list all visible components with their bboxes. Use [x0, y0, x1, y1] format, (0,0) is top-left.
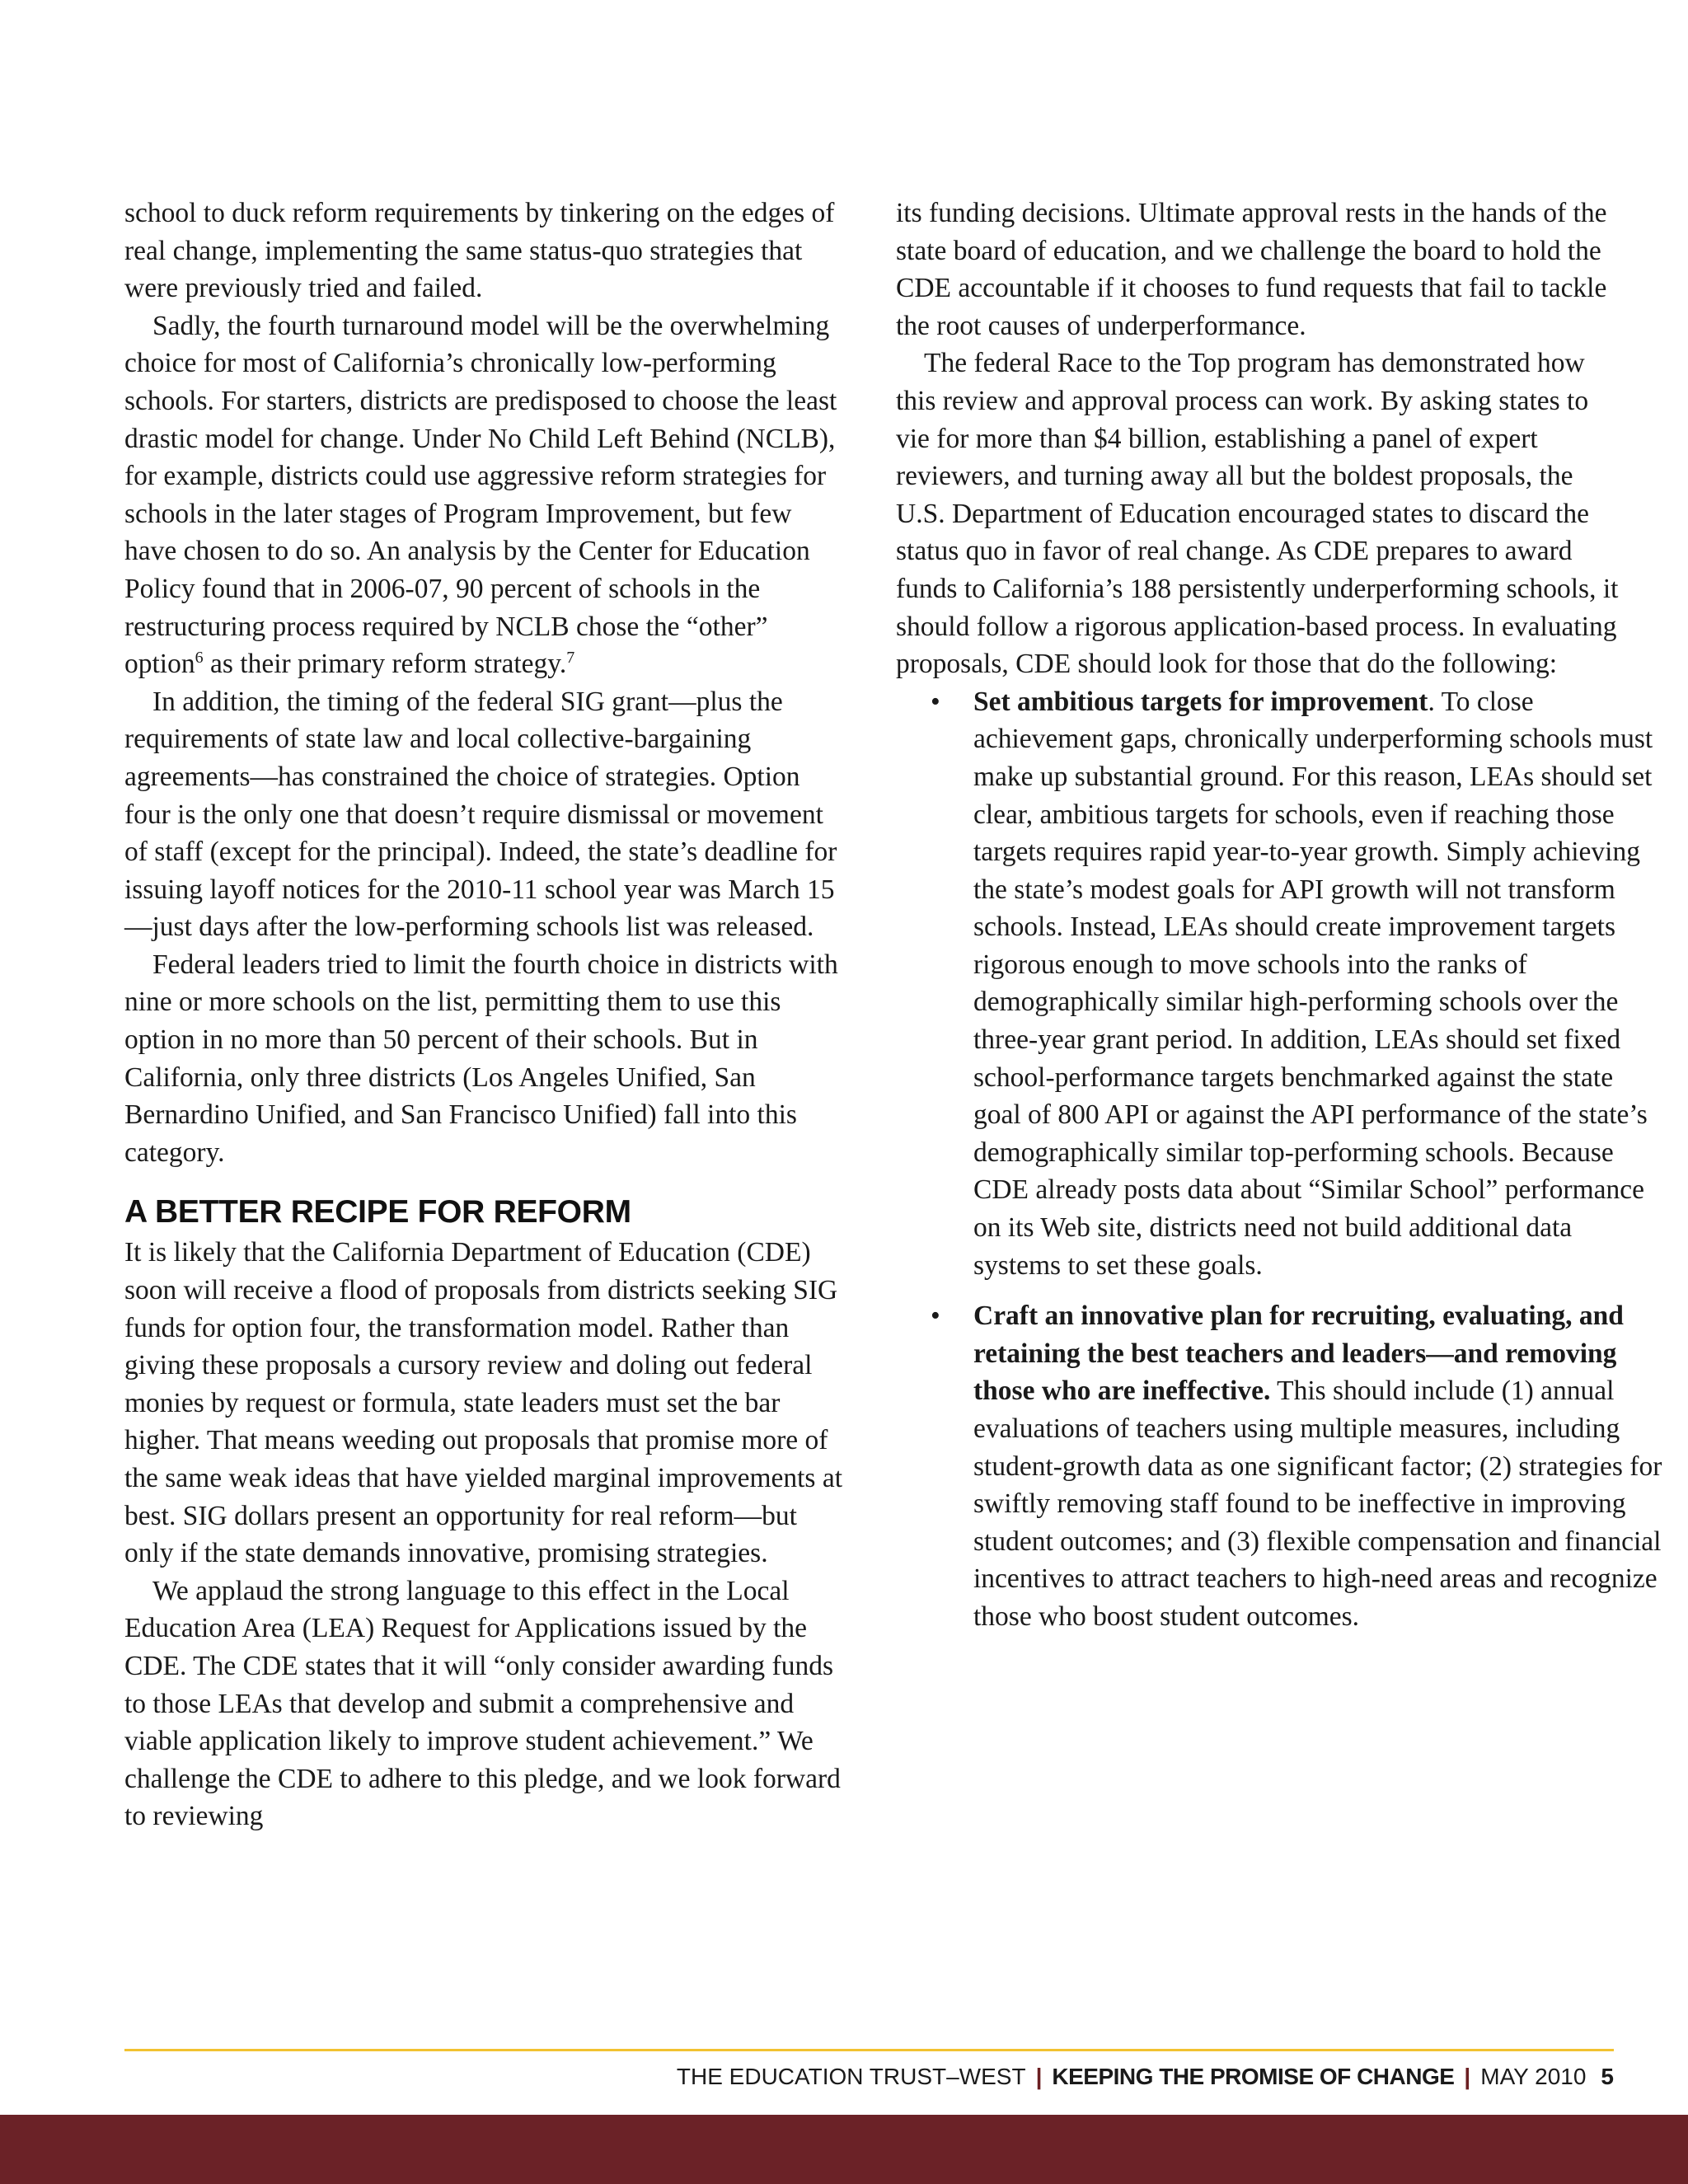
paragraph: school to duck reform requirements by tinkering on the edges of real change, implementing the same status-quo strategies that were previously tried and failed.	[124, 198, 835, 304]
list-item-lead: Set ambitious targets for improvement	[973, 686, 1428, 717]
footer-org: THE EDUCATION TRUST–WEST	[676, 2064, 1026, 2089]
paragraph: The federal Race to the Top program has demonstrated how this review and approval process can work. By asking states to vie for more than $4 billion, establishing a panel of expert reviewers, and turning away all but the boldest proposals, the U.S. Department of Education encouraged states to discard the status quo in favor of real change. As CDE prepares to award funds to California’s 188 persistently underperforming schools, it should follow a rigorous application-based process. In evaluating proposals, CDE should look for those that do the following:	[896, 348, 1619, 680]
footer-separator: |	[1035, 2064, 1043, 2089]
paragraph	[124, 307, 850, 683]
paragraph: its funding decisions. Ultimate approval rests in the hands of the state board of education, and we challenge the board to hold the CDE accountable if it chooses to fund requests that fail to tackle the root causes of underperformance.	[896, 198, 1607, 341]
recommendation-list	[896, 683, 1662, 1636]
page-number: 5	[1601, 2064, 1614, 2089]
paragraph: In addition, the timing of the federal SIG grant—plus the requirements of state law and local collective-bargaining agreements—has constrained the choice of strategies. Option four is the only one that doesn’t require dismissal or movement of staff (except for the principal). Indeed, the state’s deadline for issuing layoff notices for the 2010-11 school year was March 15—just days after the low-performing schools list was released.	[124, 686, 837, 943]
list-item-text: . To close achievement gaps, chronically underperforming schools must make up substantial ground. For this reason, LEAs should set clear, ambitious targets for schools, even if reaching those targets requires rapid year-to-year growth. Simply achieving the state’s modest goals for API growth will not transform schools. Instead, LEAs should create improvement targets rigorous enough to move schools into the ranks of demographically similar high-performing schools over the three-year grant period. In addition, LEAs should set fixed school-performance targets benchmarked against the state goal of 800 API or against the API performance of the state’s demographically similar top-performing schools. Because CDE already posts data about “Similar School” performance on its Web site, districts need not build additional data systems to set these goals.	[973, 686, 1653, 1281]
section-heading: A BETTER RECIPE FOR REFORM	[124, 1194, 631, 1230]
left-column	[124, 194, 850, 1835]
list-item-lead: Craft an innovative plan for recruiting, evaluating, and retaining the best teachers and leaders—and removing those who are ineffective.	[973, 1301, 1624, 1407]
right-column	[896, 194, 1662, 1636]
footnote-ref[interactable]: 6	[195, 648, 204, 667]
footer-rule	[124, 2049, 1614, 2051]
list-item	[896, 1297, 1666, 1635]
bottom-band	[0, 2115, 1688, 2184]
footer-report-title: KEEPING THE PROMISE OF CHANGE	[1052, 2064, 1455, 2089]
footer-date: MAY 2010	[1480, 2064, 1587, 2089]
bullet-icon: •	[931, 686, 940, 717]
paragraph: We applaud the strong language to this effect in the Local Education Area (LEA) Request for Applications issued by the CDE. The CDE states that it will “only consider awarding funds to those LEAs that develop and submit a comprehensive and viable application likely to improve student achievement.” We challenge the CDE to adhere to this pledge, and we look forward to reviewing	[124, 1575, 841, 1832]
paragraph: It is likely that the California Department of Education (CDE) soon will receive a flood of proposals from districts seeking SIG funds for option four, the transformation model. Rather than giving these proposals a cursory review and doling out federal monies by request or formula, state leaders must set the bar higher. That means weeding out proposals that promise more of the same weak ideas that have yielded marginal improvements at best. SIG dollars present an opportunity for real reform—but only if the state demands innovative, promising strategies.	[124, 1237, 843, 1569]
bullet-icon: •	[931, 1301, 940, 1332]
footnote-ref[interactable]: 7	[566, 648, 575, 667]
footer-separator: |	[1464, 2064, 1471, 2089]
page-footer	[677, 2060, 1614, 2093]
list-item-text: This should include (1) annual evaluations of teachers using multiple measures, including student-growth data as one significant factor; (2) strategies for swiftly removing staff found to be ineffective in improving student outcomes; and (3) flexible compensation and financial incentives to attract teachers to high-need areas and recognize those who boost student outcomes.	[973, 1376, 1662, 1632]
paragraph-text: as their primary reform strategy.	[203, 649, 567, 680]
paragraph-text: Sadly, the fourth turnaround model will be the overwhelming choice for most of California’s chronically low-performing schools. For starters, districts are predisposed to choose the least drastic model for change. Under No Child Left Behind (NCLB), for example, districts could use aggressive reform strategies for schools in the later stages of Program Improvement, but few have chosen to do so. An analysis by the Center for Education Policy found that in 2006-07, 90 percent of schools in the restructuring process required by NCLB chose the “other” option	[124, 310, 837, 680]
list-item	[896, 683, 1666, 1285]
paragraph: Federal leaders tried to limit the fourth choice in districts with nine or more schools on the list, permitting them to use this option in no more than 50 percent of their schools. But in California, only three districts (Los Angeles Unified, San Bernardino Unified, and San Francisco Unified) fall into this category.	[124, 949, 838, 1168]
